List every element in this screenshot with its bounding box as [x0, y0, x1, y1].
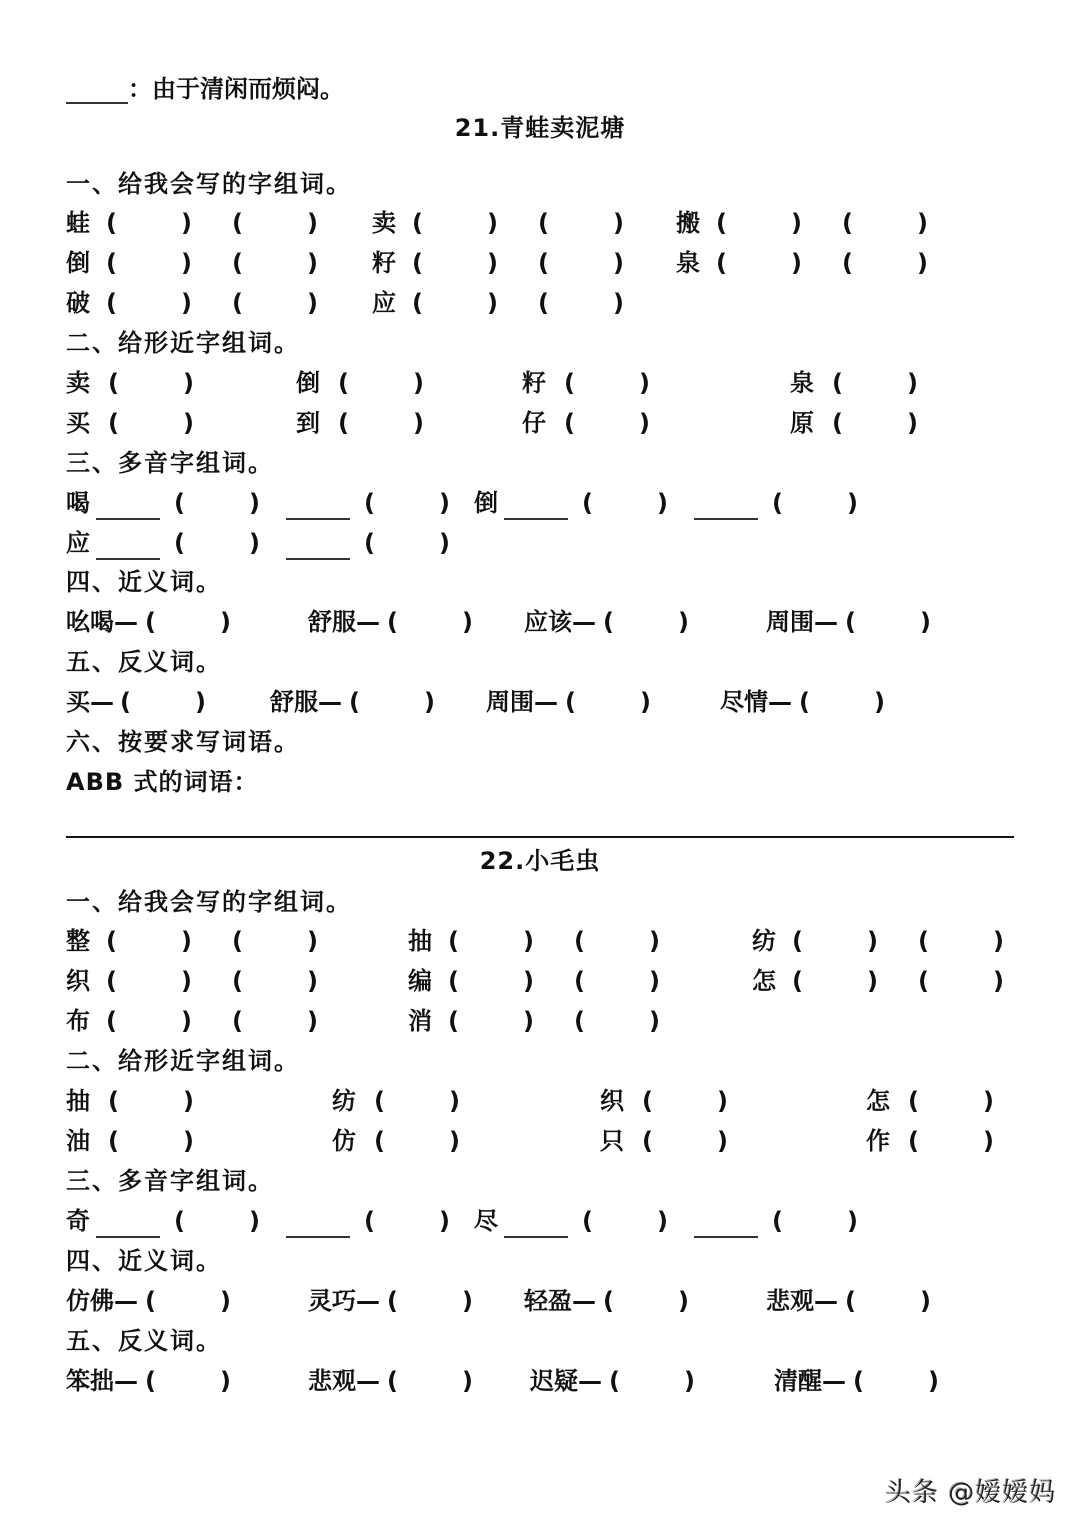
target-char: 编	[408, 967, 432, 995]
similar-char: 买	[66, 409, 90, 437]
answer-parentheses[interactable]: ( )	[145, 1287, 231, 1315]
answer-parentheses[interactable]: ( )	[603, 608, 689, 636]
word-item: 吆喝—	[66, 608, 138, 636]
abb-prompt: ABB 式的词语：	[66, 768, 259, 796]
answer-parentheses[interactable]: ( )	[716, 209, 802, 237]
answer-parentheses[interactable]: ( )	[387, 1287, 473, 1315]
pinyin-blank[interactable]	[694, 490, 758, 520]
similar-char: 只	[600, 1127, 624, 1155]
pinyin-blank[interactable]	[96, 530, 160, 560]
similar-char: 原	[790, 409, 814, 437]
l22-s5-heading: 五、反义词。	[66, 1327, 222, 1355]
answer-parentheses[interactable]: ( )	[448, 927, 534, 955]
similar-char: 怎	[866, 1087, 890, 1115]
pinyin-blank[interactable]	[504, 490, 568, 520]
answer-parentheses[interactable]: ( )	[232, 209, 318, 237]
answer-parentheses[interactable]: ( )	[609, 1367, 695, 1395]
answer-parentheses[interactable]: ( )	[538, 249, 624, 277]
answer-parentheses[interactable]: ( )	[799, 688, 885, 716]
answer-parentheses[interactable]: ( )	[106, 249, 192, 277]
similar-char: 籽	[522, 369, 546, 397]
answer-parentheses[interactable]: ( )	[338, 409, 424, 437]
similar-char: 作	[866, 1127, 890, 1155]
answer-parentheses[interactable]: ( )	[565, 688, 651, 716]
answer-parentheses[interactable]: ( )	[842, 209, 928, 237]
answer-parentheses[interactable]: ( )	[582, 489, 668, 517]
word-item: 周围—	[486, 688, 558, 716]
answer-parentheses[interactable]: ( )	[108, 409, 194, 437]
answer-parentheses[interactable]: ( )	[845, 608, 931, 636]
word-item: 悲观—	[766, 1287, 838, 1315]
answer-parentheses[interactable]: ( )	[174, 529, 260, 557]
answer-parentheses[interactable]: ( )	[232, 967, 318, 995]
definition-text: ：由于清闲而烦闷。	[128, 75, 344, 103]
l21-s6-heading: 六、按要求写词语。	[66, 728, 300, 756]
answer-parentheses[interactable]: ( )	[232, 1007, 318, 1035]
answer-parentheses[interactable]: ( )	[642, 1087, 728, 1115]
target-char: 抽	[408, 927, 432, 955]
polyphonic-char: 奇	[66, 1207, 90, 1235]
answer-parentheses[interactable]: ( )	[792, 967, 878, 995]
watermark: 头条 @嫒嫒妈	[885, 1478, 1057, 1508]
answer-parentheses[interactable]: ( )	[538, 289, 624, 317]
answer-parentheses[interactable]: ( )	[174, 1207, 260, 1235]
answer-parentheses[interactable]: ( )	[120, 688, 206, 716]
l21-s1-heading: 一、给我会写的字组词。	[66, 170, 352, 198]
answer-parentheses[interactable]: ( )	[374, 1127, 460, 1155]
answer-parentheses[interactable]: ( )	[364, 489, 450, 517]
answer-parentheses[interactable]: ( )	[574, 1007, 660, 1035]
polyphonic-char: 应	[66, 529, 90, 557]
target-char: 消	[408, 1007, 432, 1035]
similar-char: 抽	[66, 1087, 90, 1115]
answer-parentheses[interactable]: ( )	[448, 967, 534, 995]
similar-char: 油	[66, 1127, 90, 1155]
answer-parentheses[interactable]: ( )	[412, 249, 498, 277]
answer-parentheses[interactable]: ( )	[412, 289, 498, 317]
word-item: 悲观—	[308, 1367, 380, 1395]
pinyin-blank[interactable]	[286, 530, 350, 560]
answer-parentheses[interactable]: ( )	[106, 927, 192, 955]
answer-parentheses[interactable]: ( )	[845, 1287, 931, 1315]
word-item: 应该—	[524, 608, 596, 636]
answer-parentheses[interactable]: ( )	[716, 249, 802, 277]
l22-s3-heading: 三、多音字组词。	[66, 1167, 274, 1195]
answer-parentheses[interactable]: ( )	[145, 608, 231, 636]
answer-parentheses[interactable]: ( )	[792, 927, 878, 955]
target-char: 布	[66, 1007, 90, 1035]
answer-parentheses[interactable]: ( )	[106, 209, 192, 237]
l21-s4-heading: 四、近义词。	[66, 568, 222, 596]
word-item: 迟疑—	[530, 1367, 602, 1395]
answer-parentheses[interactable]: ( )	[108, 1087, 194, 1115]
similar-char: 仔	[522, 409, 546, 437]
answer-parentheses[interactable]: ( )	[908, 1087, 994, 1115]
polyphonic-char: 喝	[66, 489, 90, 517]
answer-blank[interactable]	[66, 76, 128, 104]
similar-char: 到	[296, 409, 320, 437]
answer-parentheses[interactable]: ( )	[349, 688, 435, 716]
answer-parentheses[interactable]: ( )	[108, 369, 194, 397]
pinyin-blank[interactable]	[504, 1208, 568, 1238]
abb-answer-line[interactable]	[66, 836, 1014, 838]
answer-parentheses[interactable]: ( )	[918, 967, 1004, 995]
answer-parentheses[interactable]: ( )	[364, 1207, 450, 1235]
answer-parentheses[interactable]: ( )	[538, 209, 624, 237]
l22-s2-heading: 二、给形近字组词。	[66, 1047, 300, 1075]
l22-s4-heading: 四、近义词。	[66, 1247, 222, 1275]
answer-parentheses[interactable]: ( )	[106, 1007, 192, 1035]
target-char: 纺	[752, 927, 776, 955]
pinyin-blank[interactable]	[694, 1208, 758, 1238]
word-item: 尽情—	[720, 688, 792, 716]
answer-parentheses[interactable]: ( )	[603, 1287, 689, 1315]
answer-parentheses[interactable]: ( )	[387, 608, 473, 636]
answer-parentheses[interactable]: ( )	[232, 249, 318, 277]
similar-char: 纺	[332, 1087, 356, 1115]
target-char: 怎	[752, 967, 776, 995]
answer-parentheses[interactable]: ( )	[412, 209, 498, 237]
answer-parentheses[interactable]: ( )	[853, 1367, 939, 1395]
answer-parentheses[interactable]: ( )	[832, 369, 918, 397]
answer-parentheses[interactable]: ( )	[108, 1127, 194, 1155]
answer-parentheses[interactable]: ( )	[364, 529, 450, 557]
polyphonic-char: 倒	[474, 489, 498, 517]
l21-s2-heading: 二、给形近字组词。	[66, 329, 300, 357]
word-item: 周围—	[766, 608, 838, 636]
answer-parentheses[interactable]: ( )	[642, 1127, 728, 1155]
answer-parentheses[interactable]: ( )	[772, 489, 858, 517]
pinyin-blank[interactable]	[286, 1208, 350, 1238]
target-char: 织	[66, 967, 90, 995]
answer-parentheses[interactable]: ( )	[564, 369, 650, 397]
pinyin-blank[interactable]	[96, 1208, 160, 1238]
answer-parentheses[interactable]: ( )	[106, 289, 192, 317]
word-item: 灵巧—	[308, 1287, 380, 1315]
answer-parentheses[interactable]: ( )	[842, 249, 928, 277]
answer-parentheses[interactable]: ( )	[582, 1207, 668, 1235]
similar-char: 倒	[296, 369, 320, 397]
polyphonic-char: 尽	[474, 1207, 498, 1235]
word-item: 笨拙—	[66, 1367, 138, 1395]
answer-parentheses[interactable]: ( )	[448, 1007, 534, 1035]
l21-s3-heading: 三、多音字组词。	[66, 449, 274, 477]
target-char: 整	[66, 927, 90, 955]
top-definition-line	[66, 74, 344, 104]
answer-parentheses[interactable]: ( )	[908, 1127, 994, 1155]
answer-parentheses[interactable]: ( )	[918, 927, 1004, 955]
answer-parentheses[interactable]: ( )	[772, 1207, 858, 1235]
answer-parentheses[interactable]: ( )	[106, 967, 192, 995]
lesson-21-title: 21.青蛙卖泥塘	[454, 114, 626, 142]
similar-char: 织	[600, 1087, 624, 1115]
answer-parentheses[interactable]: ( )	[232, 927, 318, 955]
l21-s5-heading: 五、反义词。	[66, 648, 222, 676]
word-item: 买—	[66, 688, 114, 716]
word-item: 舒服—	[308, 608, 380, 636]
similar-char: 仿	[332, 1127, 356, 1155]
answer-parentheses[interactable]: ( )	[387, 1367, 473, 1395]
answer-parentheses[interactable]: ( )	[174, 489, 260, 517]
answer-parentheses[interactable]: ( )	[145, 1367, 231, 1395]
word-item: 清醒—	[774, 1367, 846, 1395]
answer-parentheses[interactable]: ( )	[338, 369, 424, 397]
word-item: 仿佛—	[66, 1287, 138, 1315]
word-item: 舒服—	[270, 688, 342, 716]
pinyin-blank[interactable]	[286, 490, 350, 520]
word-item: 轻盈—	[524, 1287, 596, 1315]
answer-parentheses[interactable]: ( )	[832, 409, 918, 437]
answer-parentheses[interactable]: ( )	[574, 927, 660, 955]
lesson-22-title: 22.小毛虫	[479, 847, 601, 875]
answer-parentheses[interactable]: ( )	[574, 967, 660, 995]
similar-char: 卖	[66, 369, 90, 397]
pinyin-blank[interactable]	[96, 490, 160, 520]
answer-parentheses[interactable]: ( )	[564, 409, 650, 437]
l22-s1-heading: 一、给我会写的字组词。	[66, 888, 352, 916]
l21-s1-word-row: 蛙	[66, 209, 90, 237]
answer-parentheses[interactable]: ( )	[232, 289, 318, 317]
answer-parentheses[interactable]: ( )	[374, 1087, 460, 1115]
similar-char: 泉	[790, 369, 814, 397]
